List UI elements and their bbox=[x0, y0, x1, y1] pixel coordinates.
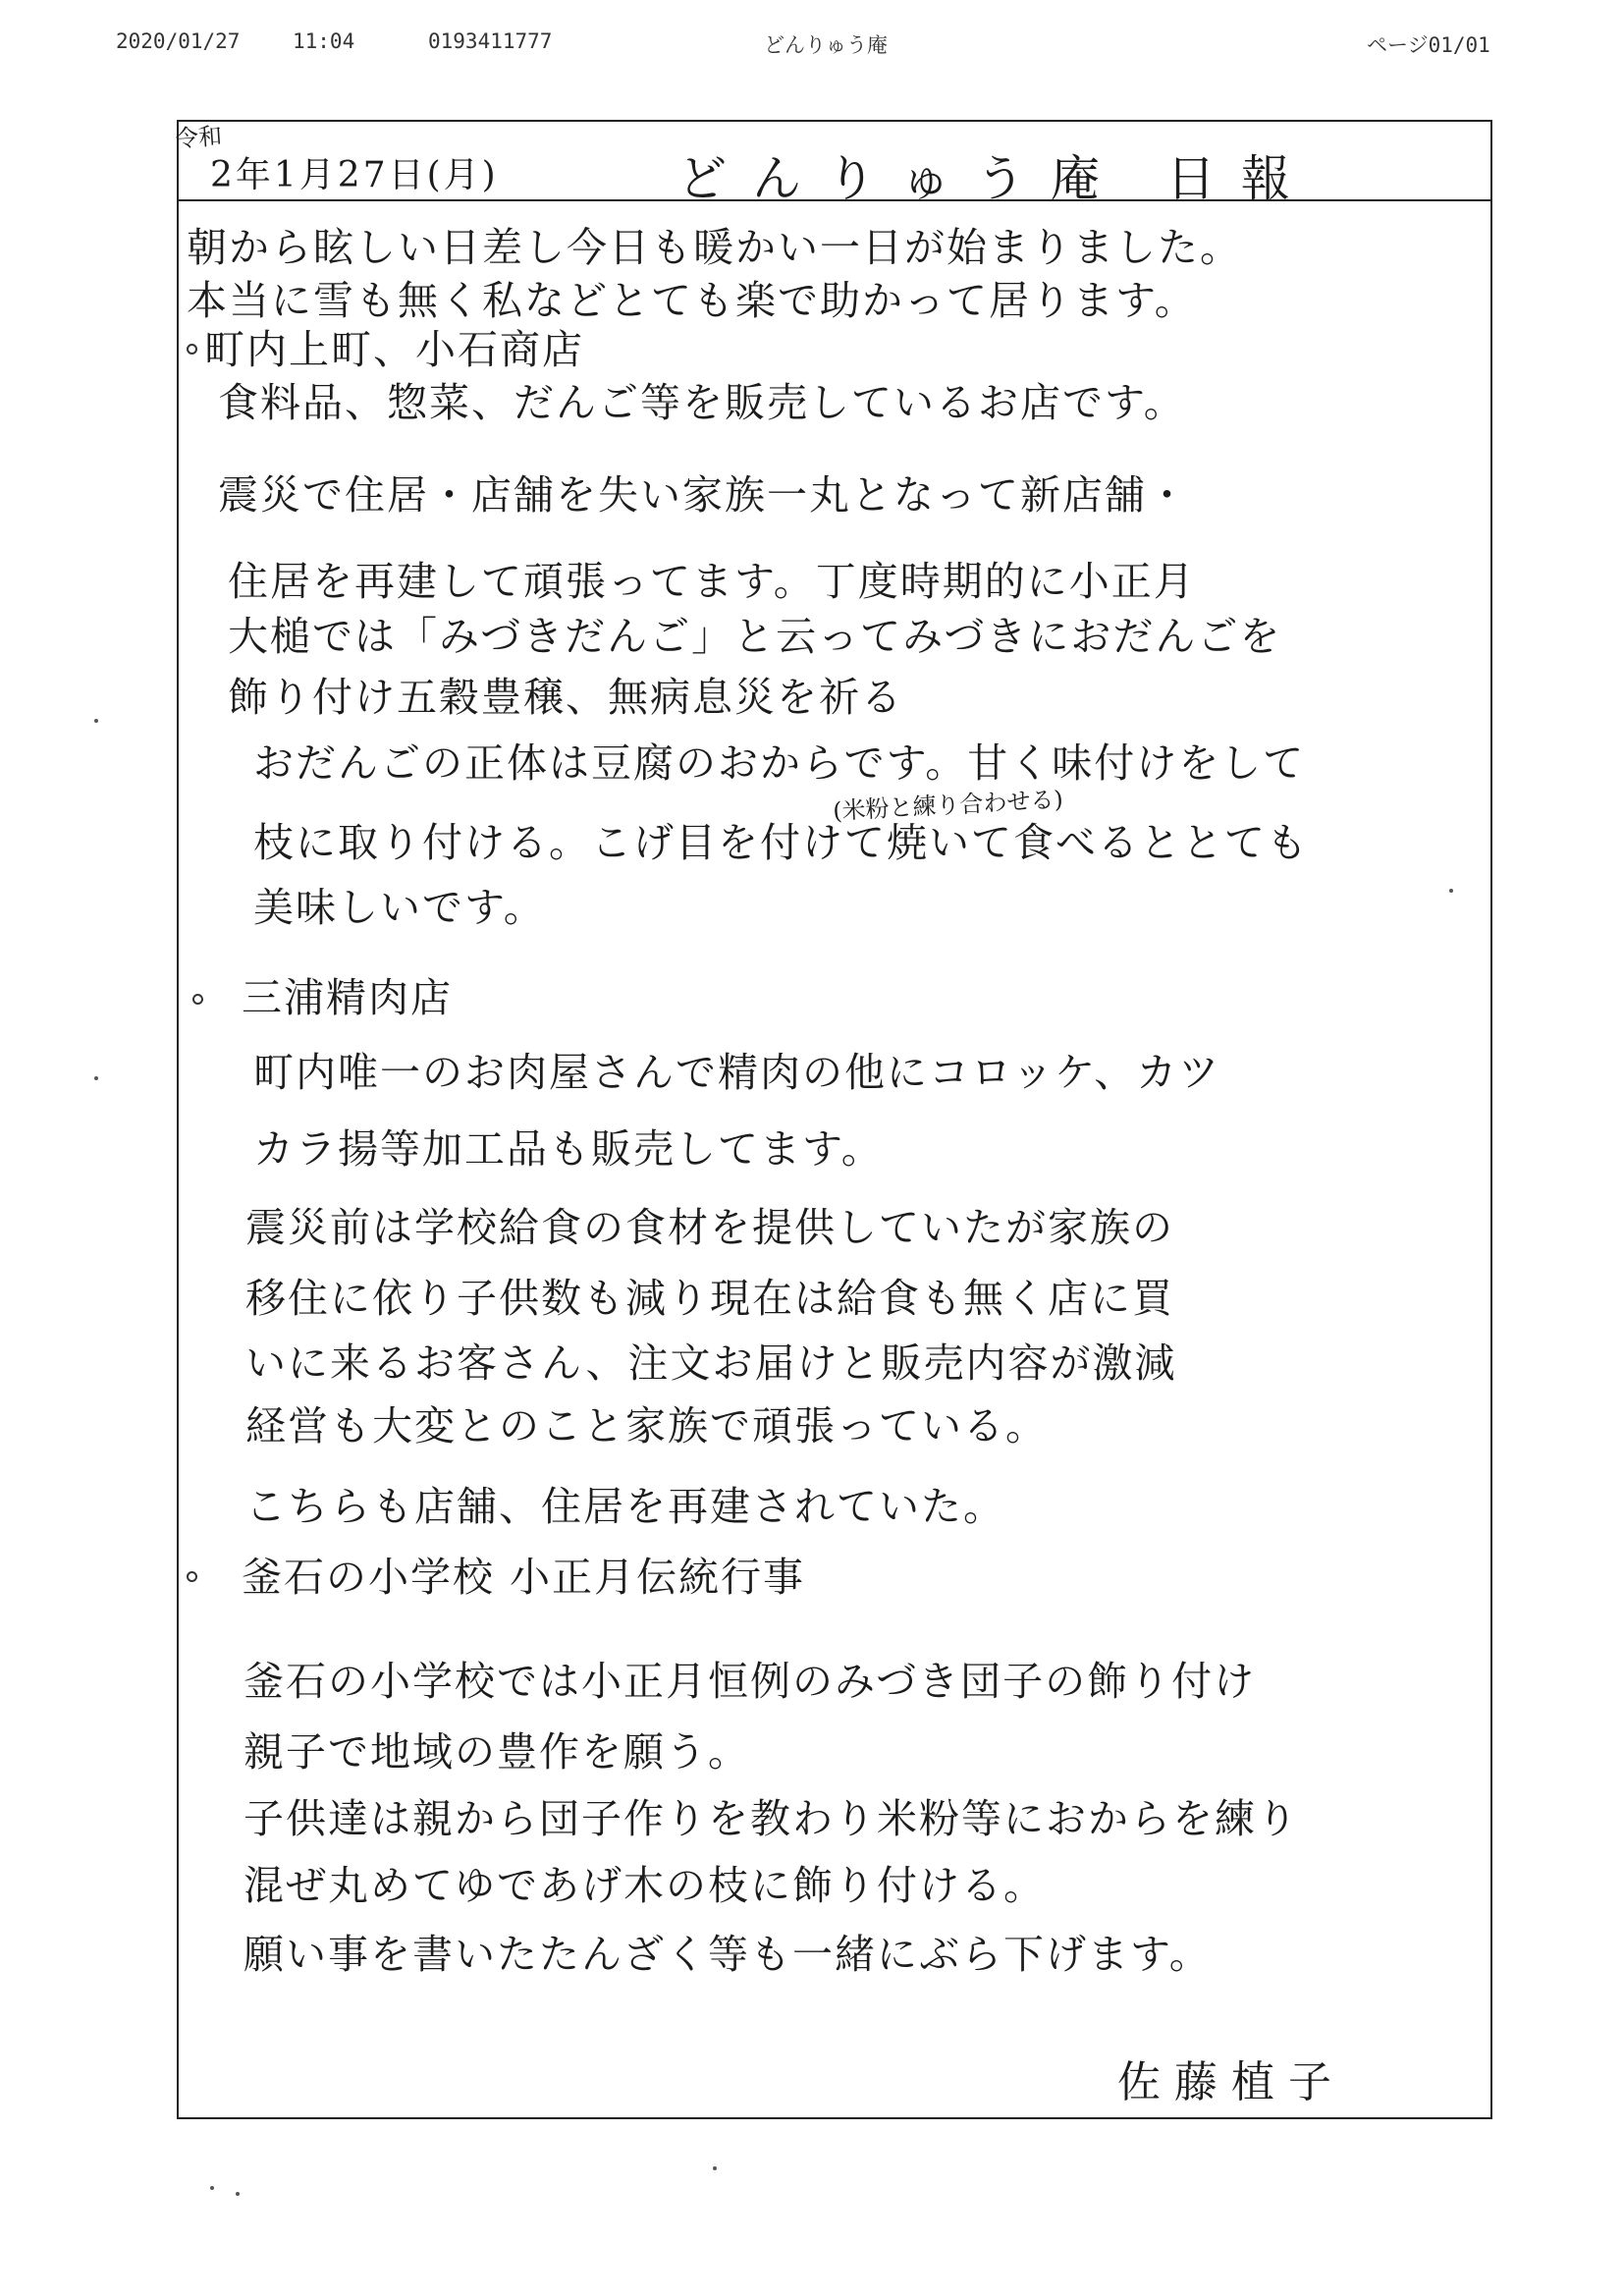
section-bullet bbox=[192, 994, 203, 1005]
body-line: 親子で地域の豊作を願う。 bbox=[243, 1728, 750, 1776]
body-line: 住居を再建して頑張ってます。丁度時期的に小正月 bbox=[228, 558, 1196, 605]
fax-sender: どんりゅう庵 bbox=[764, 33, 888, 57]
section-bullet bbox=[187, 344, 197, 355]
intro-line: 本当に雪も無く私などとても楽で助かって居ります。 bbox=[187, 277, 1197, 324]
section-heading: 釜石の小学校 小正月伝統行事 bbox=[242, 1554, 806, 1601]
scan-speck bbox=[1449, 889, 1453, 893]
body-line: いに来るお客さん、注文お届けと販売内容が激減 bbox=[245, 1339, 1177, 1387]
body-line: 食料品、惣菜、だんご等を販売しているお店です。 bbox=[218, 379, 1186, 426]
body-line: こちらも店舗、住居を再建されていた。 bbox=[245, 1483, 1005, 1530]
report-date: 2年1月27日(月) bbox=[210, 155, 499, 195]
fax-page-count: ページ01/01 bbox=[1367, 33, 1490, 57]
body-line: 釜石の小学校では小正月恒例のみづき団子の飾り付け bbox=[243, 1658, 1257, 1705]
fax-number: 0193411777 bbox=[428, 29, 553, 53]
body-line: おだんごの正体は豆腐のおからです。甘く味付けをして bbox=[253, 739, 1306, 787]
fax-header bbox=[0, 29, 1623, 59]
body-line: 震災で住居・店舗を失い家族一丸となって新店舗・ bbox=[218, 471, 1189, 519]
scan-speck bbox=[713, 2166, 717, 2170]
section-bullet bbox=[187, 1571, 197, 1582]
fax-date: 2020/01/27 bbox=[116, 29, 241, 53]
fax-time: 11:04 bbox=[293, 29, 355, 53]
report-era: 令和 bbox=[174, 122, 224, 153]
section-heading: 町内上町、小石商店 bbox=[204, 326, 584, 373]
scan-speck bbox=[94, 1076, 98, 1080]
scan-speck bbox=[236, 2192, 240, 2196]
body-line: 混ぜ丸めてゆであげ木の枝に飾り付ける。 bbox=[243, 1862, 1046, 1909]
scan-speck bbox=[210, 2186, 214, 2190]
body-line: カラ揚等加工品も販売してます。 bbox=[253, 1125, 884, 1173]
body-line: 子供達は親から団子作りを教わり米粉等におからを練り bbox=[243, 1795, 1299, 1842]
body-line: 美味しいです。 bbox=[253, 884, 546, 931]
intro-line: 朝から眩しい日差し今日も暖かい一日が始まりました。 bbox=[187, 224, 1242, 271]
body-line: 震災前は学校給食の食材を提供していたが家族の bbox=[245, 1204, 1174, 1251]
body-line: 移住に依り子供数も減り現在は給食も無く店に買 bbox=[245, 1275, 1174, 1322]
report-title: どんりゅう庵 日報 bbox=[677, 150, 1316, 207]
body-line: 経営も大変とのこと家族で頑張っている。 bbox=[245, 1402, 1048, 1449]
signature: 佐藤植子 bbox=[1117, 2057, 1345, 2107]
body-line: 町内唯一のお肉屋さんで精肉の他にコロッケ、カツ bbox=[253, 1049, 1221, 1096]
inline-annotation: (米粉と練り合わせる) bbox=[832, 785, 1064, 826]
body-line: 飾り付け五穀豊穣、無病息災を祈る bbox=[228, 674, 903, 721]
section-heading: 三浦精肉店 bbox=[242, 974, 453, 1021]
scan-speck bbox=[94, 719, 98, 723]
body-line: 大槌では「みづきだんご」と云ってみづきにおだんごを bbox=[228, 613, 1282, 660]
body-line: 願い事を書いたたんざく等も一緒にぶら下げます。 bbox=[243, 1931, 1212, 1978]
body-line: 枝に取り付ける。こげ目を付けて焼いて食べるととても bbox=[253, 819, 1309, 866]
